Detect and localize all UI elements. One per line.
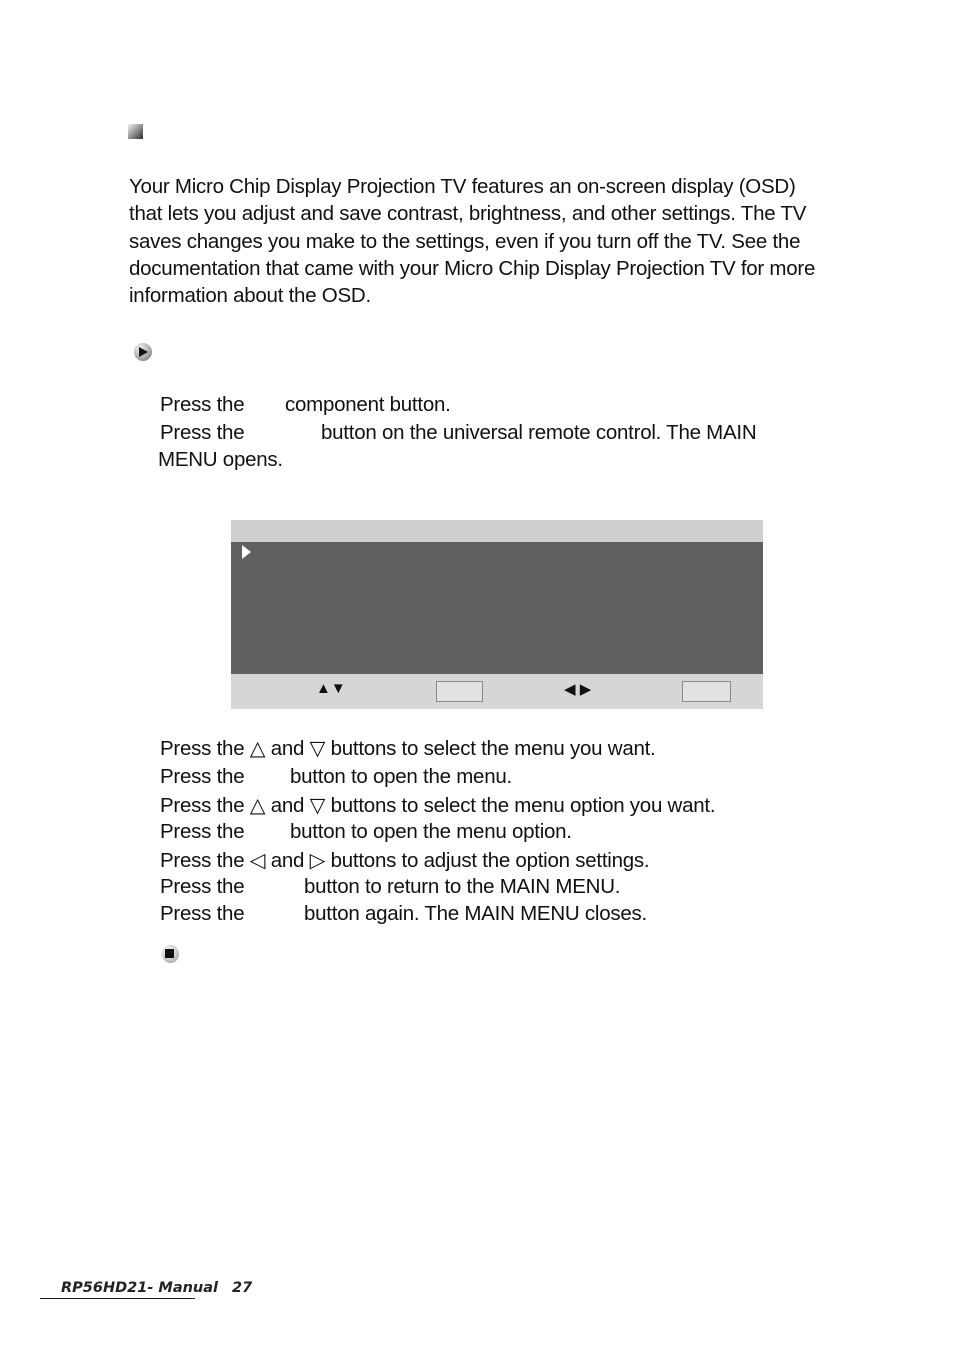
step-8-prefix: Press the [160,875,245,898]
osd-title-bar [231,520,763,542]
step-1 [160,393,244,417]
step-4-prefix: Press the [160,765,245,788]
step-7: Press the ◁ and ▷ buttons to adjust the option settings. [160,849,650,872]
step-2-suffix: button on the universal remote control. The MAIN [321,421,757,444]
osd-menu-area [231,542,763,674]
arrow-bullet-icon [134,343,152,361]
osd-updown-arrows-icon: ▲▼ [316,680,346,697]
osd-cursor-arrow-icon [241,544,253,560]
step-1-suffix: component button. [285,393,451,416]
footer-page-number: 27 [232,1280,253,1296]
osd-main-menu-illustration [231,520,763,709]
step-6-suffix: button to open the menu option. [290,820,572,843]
step-2-prefix: Press the [160,421,245,444]
page-footer [61,1280,252,1296]
step-3: Press the △ and ▽ buttons to select the menu you want. [160,737,656,760]
footer-manual-title: RP56HD21- Manual [61,1280,219,1296]
osd-key-box-2 [682,681,731,702]
step-9-suffix: button again. The MAIN MENU closes. [304,902,647,925]
step-1-prefix: Press the [160,393,245,416]
osd-key-box-1 [436,681,483,702]
footer-rule [40,1298,195,1299]
step-6-prefix: Press the [160,820,245,843]
end-of-section-icon [162,945,179,963]
step-2-continued: MENU opens. [158,448,283,471]
step-4-suffix: button to open the menu. [290,765,512,788]
step-5: Press the △ and ▽ buttons to select the menu option you want. [160,794,716,817]
step-8-suffix: button to return to the MAIN MENU. [304,875,621,898]
step-9-prefix: Press the [160,902,245,925]
osd-leftright-arrows-icon: ◀ ▶ [564,681,592,698]
osd-help-bar [231,674,763,709]
section-marker-icon [128,124,143,139]
intro-paragraph: Your Micro Chip Display Projection TV features an on-screen display (OSD) that lets you adjust and save contrast, brightness, and other settings. The TV saves changes you make to the settings, even if you turn off the TV. See the documentation that came with your Micro Chip Display Projection TV for more information about the OSD. [129,175,816,308]
